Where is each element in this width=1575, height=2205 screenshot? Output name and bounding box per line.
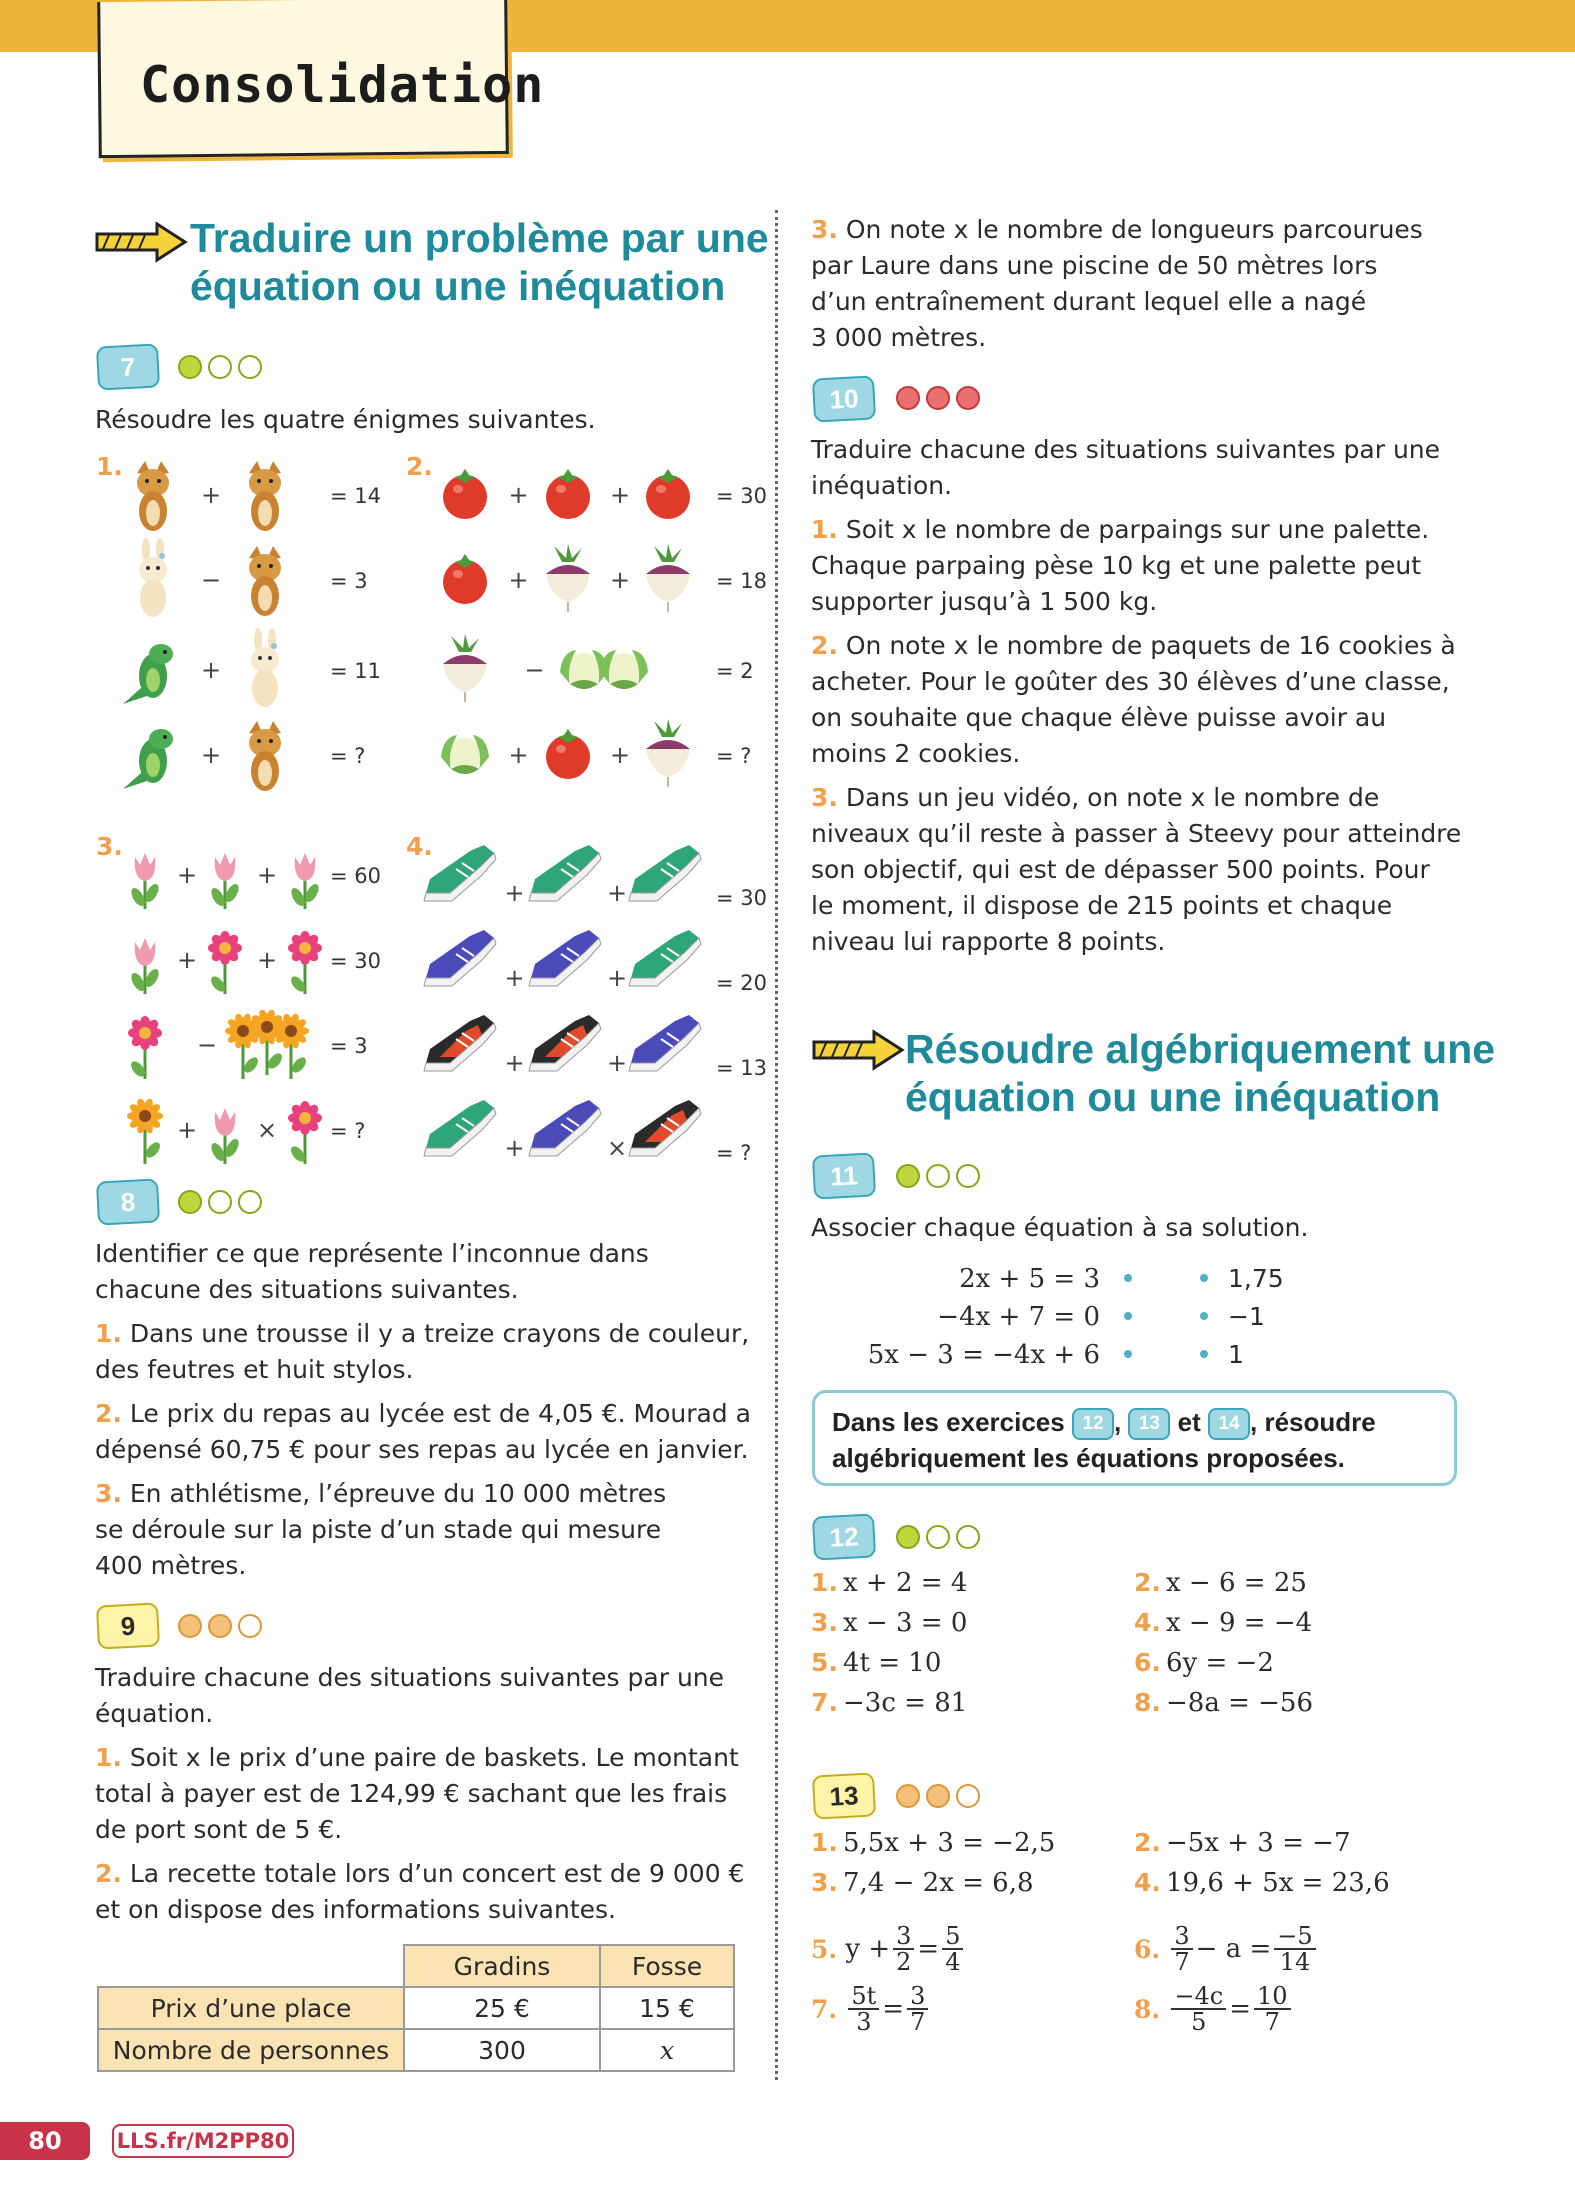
tulip-icon bbox=[129, 853, 162, 909]
ex9-items: 1. Soit x le prix d’une paire de baskets. Le montant total à payer est de 124,99 € sachant que les frais de port sont de 5 €. 2. La recette totale lors d’un concert est de 9 000 € et on dispose des informations suivantes. bbox=[95, 1743, 745, 1924]
resource-link[interactable]: LLS.fr/M2PP80 bbox=[112, 2124, 294, 2158]
blue-shoe-icon bbox=[629, 1015, 701, 1071]
fox-icon bbox=[249, 461, 281, 531]
exercise-badge-12: 12 bbox=[812, 1513, 876, 1560]
puzzle-operator: + bbox=[610, 481, 631, 509]
puzzle-operator: − bbox=[524, 656, 545, 684]
puzzle-result: = 60 bbox=[330, 864, 381, 888]
ex10-intro: Traduire chacune des situations suivantes par une inéquation. bbox=[811, 435, 1441, 500]
cauliflower-icon bbox=[600, 650, 648, 689]
puzzle-operator: + bbox=[504, 1134, 525, 1162]
puzzle-result: = 13 bbox=[716, 1056, 767, 1080]
puzzle-operator: + bbox=[504, 964, 525, 992]
puzzle-operator: + bbox=[257, 861, 278, 889]
bunny-icon bbox=[251, 628, 279, 707]
dino-icon bbox=[123, 729, 173, 789]
difficulty-dots bbox=[896, 386, 980, 410]
green-shoe-icon bbox=[424, 845, 496, 901]
puzzle-result: = 18 bbox=[716, 569, 767, 593]
red-shoe-icon bbox=[629, 1100, 701, 1156]
puzzle-operator: + bbox=[177, 1116, 198, 1144]
section-title-1: Traduire un problème par une équation ou une inéquation bbox=[190, 215, 769, 309]
difficulty-dots bbox=[896, 1525, 980, 1549]
puzzle-result: = 30 bbox=[716, 886, 767, 910]
ex10-items: 1. Soit x le nombre de parpaings sur une palette. Chaque parpaing pèse 10 kg et une palette peut supporter jusqu’à 1 500 kg. 2. On note x le nombre de paquets de 16 cookies à acheter. Pour le goûter des 30 élèves d’une classe, on souhaite que chaque élève puisse avoir au moins 2 cookies. 3. Dans un jeu vidéo, on note x le nombre de niveaux qu’il reste à passer à Steevy pour atteindre son objectif, qui est de dépasser 500 points. Pour le moment, il dispose de 215 points et chaque niveau lui rapporte 8 points. bbox=[811, 515, 1462, 956]
puzzle-operator: + bbox=[201, 481, 222, 509]
puzzle-operator: × bbox=[257, 1116, 278, 1144]
sunflower-icon bbox=[273, 1013, 309, 1079]
exercise-badge-13: 13 bbox=[812, 1772, 876, 1819]
page-number: 80 bbox=[0, 2122, 90, 2160]
cauliflower-icon bbox=[441, 735, 489, 774]
puzzle-operator: + bbox=[257, 946, 278, 974]
column-separator bbox=[775, 210, 778, 2080]
puzzle-result: = 3 bbox=[330, 1034, 368, 1058]
puzzle-operator: + bbox=[201, 741, 222, 769]
difficulty-dots bbox=[896, 1164, 980, 1188]
ex11-equations: 2x + 5 = 3 −4x + 7 = 0 5x − 3 = −4x + 6 bbox=[867, 1264, 1100, 1370]
puzzle-result: = 3 bbox=[330, 569, 368, 593]
puzzle-operator: + bbox=[177, 946, 198, 974]
difficulty-dots bbox=[178, 355, 262, 379]
instruction-box-text: Dans les exercices 12 , 13 et 14 , résoudre algébriquement les équations proposées. bbox=[832, 1407, 1376, 1474]
puzzle-result: = ? bbox=[716, 1141, 752, 1165]
tulip-icon bbox=[129, 938, 162, 994]
puzzle-operator: + bbox=[201, 656, 222, 684]
tulip-icon bbox=[209, 853, 242, 909]
exercise-badge-10: 10 bbox=[812, 375, 876, 422]
puzzle-operator: + bbox=[607, 1049, 628, 1077]
fox-icon bbox=[249, 546, 281, 616]
section-title-2: Résoudre algébriquement une équation ou une inéquation bbox=[905, 1026, 1496, 1120]
bunny-icon bbox=[139, 538, 167, 617]
puzzle-operator: + bbox=[508, 566, 529, 594]
green-shoe-icon bbox=[629, 930, 701, 986]
page-title: Consolidation bbox=[140, 56, 545, 114]
puzzle-operator: + bbox=[177, 861, 198, 889]
daisy-icon bbox=[288, 1101, 322, 1164]
tomato-icon bbox=[646, 469, 690, 519]
exercise-badge-11: 11 bbox=[812, 1152, 876, 1199]
puzzle-operator: × bbox=[607, 1134, 628, 1162]
tulip-icon bbox=[289, 853, 322, 909]
puzzle-operator: + bbox=[508, 741, 529, 769]
ex11-solutions: 1,75 −1 1 bbox=[1228, 1264, 1284, 1369]
puzzles-figure bbox=[90, 445, 770, 1165]
puzzle-operator: + bbox=[607, 879, 628, 907]
puzzle-result: = 20 bbox=[716, 971, 767, 995]
blue-shoe-icon bbox=[529, 930, 601, 986]
puzzle-result: = ? bbox=[330, 744, 366, 768]
red-shoe-icon bbox=[529, 1015, 601, 1071]
ex12-grid: 1. x + 2 = 4 2. x − 6 = 25 3. x − 3 = 0 4. x − 9 = −4 5. 4t = 10 6. 6y = −2 7. −3c = 81 8. −8a = −56 bbox=[811, 1568, 1314, 1718]
ex13-grid: 1. 5,5x + 3 = −2,5 2. −5x + 3 = −7 3. 7,4 − 2x = 6,8 4. 19,6 + 5x = 23,6 bbox=[811, 1828, 1390, 1898]
ex9-item-3: 3. On note x le nombre de longueurs parcourues par Laure dans une piscine de 50 mètres lors d’un entraînement durant lequel elle a nagé 3 000 mètres. bbox=[811, 215, 1423, 352]
puzzle-operator: + bbox=[508, 481, 529, 509]
difficulty-dots bbox=[178, 1614, 262, 1638]
green-shoe-icon bbox=[529, 845, 601, 901]
ex8-intro: Identifier ce que représente l’inconnue dans chacune des situations suivantes. bbox=[95, 1239, 649, 1304]
ex13-fractions: 5. y + $\frac{3}{2}$ = $\frac{5}{4}$ 6. $\frac{3}{7}$ − a = $\frac{-5}{14}$ 7. $\frac{5t}{3}$ = $\frac{3}{7}$ 8. $\frac{-4c}{5}$ = $\frac{10}{7}$ bbox=[811, 1922, 1471, 2036]
ex8-items: 1. Dans une trousse il y a treize crayons de couleur, des feutres et huit stylos. 2. Le prix du repas au lycée est de 4,05 €. Mourad a dépensé 60,75 € pour ses repas au lycée en janvier. 3. En athlétisme, l’épreuve du 10 000 mètres se déroule sur la piste d’un stade qui mesure 400 mètres. bbox=[95, 1319, 751, 1580]
puzzle-operator: − bbox=[201, 566, 222, 594]
puzzle-result: = 30 bbox=[330, 949, 381, 973]
match-dots-right bbox=[1200, 1274, 1208, 1358]
arrow-icon bbox=[812, 1030, 904, 1070]
puzzle-result: = 2 bbox=[716, 659, 754, 683]
match-dots-left bbox=[1124, 1274, 1132, 1358]
puzzle-operator: + bbox=[610, 741, 631, 769]
puzzle-operator: + bbox=[607, 964, 628, 992]
puzzle-label: 3. bbox=[96, 832, 123, 861]
ex9-intro: Traduire chacune des situations suivantes par une équation. bbox=[95, 1663, 725, 1728]
puzzle-label: 1. bbox=[96, 452, 123, 481]
puzzle-label: 4. bbox=[406, 832, 433, 861]
difficulty-dots bbox=[178, 1190, 262, 1214]
tomato-icon bbox=[546, 469, 590, 519]
turnip-icon bbox=[646, 544, 690, 612]
daisy-icon bbox=[288, 931, 322, 994]
tomato-icon bbox=[443, 469, 487, 519]
fox-icon bbox=[249, 721, 281, 791]
fox-icon bbox=[137, 461, 169, 531]
turnip-icon bbox=[646, 719, 690, 787]
ex11-instruction: Associer chaque équation à sa solution. bbox=[811, 1213, 1309, 1242]
blue-shoe-icon bbox=[529, 1100, 601, 1156]
puzzle-operator: + bbox=[504, 879, 525, 907]
puzzle-result: = 11 bbox=[330, 659, 381, 683]
ex7-instruction: Résoudre les quatre énigmes suivantes. bbox=[95, 405, 596, 434]
puzzle-operator: + bbox=[610, 566, 631, 594]
tomato-icon bbox=[546, 729, 590, 779]
red-shoe-icon bbox=[424, 1015, 496, 1071]
green-shoe-icon bbox=[424, 1100, 496, 1156]
puzzle-result: = ? bbox=[330, 1119, 366, 1143]
exercise-badge-8: 8 bbox=[96, 1178, 160, 1225]
tomato-icon bbox=[443, 554, 487, 604]
difficulty-dots bbox=[896, 1784, 980, 1808]
sunflower-icon bbox=[127, 1098, 163, 1164]
arrow-icon bbox=[95, 222, 187, 262]
tulip-icon bbox=[209, 1108, 242, 1164]
puzzle-result: = 30 bbox=[716, 484, 767, 508]
blue-shoe-icon bbox=[424, 930, 496, 986]
turnip-icon bbox=[546, 544, 590, 612]
concert-table: Gradins Fosse Prix d’une place 25 € 15 € Nombre de personnes 300 x bbox=[97, 1944, 735, 2072]
green-shoe-icon bbox=[629, 845, 701, 901]
exercise-badge-9: 9 bbox=[96, 1602, 160, 1649]
exercise-badge-7: 7 bbox=[96, 343, 160, 390]
daisy-icon bbox=[208, 931, 242, 994]
daisy-icon bbox=[128, 1016, 162, 1079]
puzzle-result: = ? bbox=[716, 744, 752, 768]
turnip-icon bbox=[443, 634, 487, 702]
dino-icon bbox=[123, 644, 173, 704]
puzzle-label: 2. bbox=[406, 452, 433, 481]
puzzle-operator: + bbox=[504, 1049, 525, 1077]
puzzle-operator: − bbox=[197, 1031, 218, 1059]
puzzle-result: = 14 bbox=[330, 484, 381, 508]
